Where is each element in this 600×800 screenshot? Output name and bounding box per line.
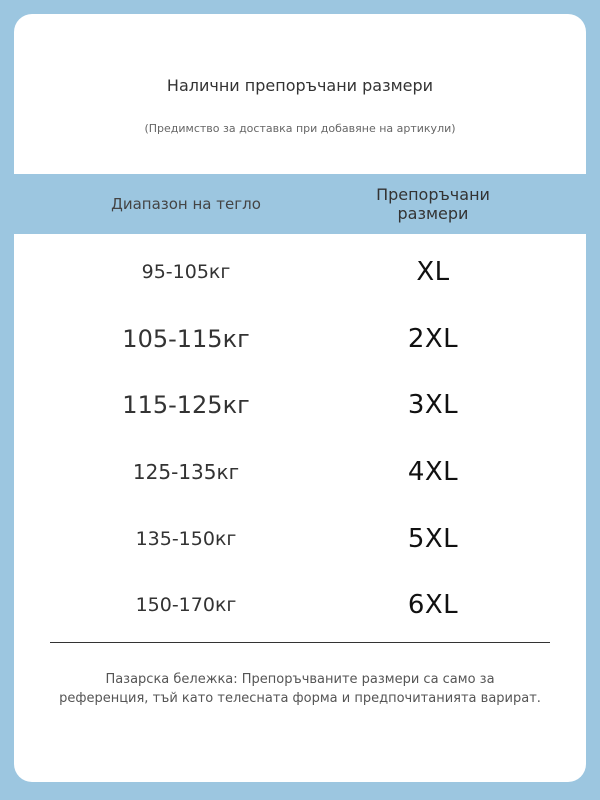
table-row — [14, 372, 586, 439]
table-header — [14, 174, 586, 234]
recommended-size: 5XL — [407, 523, 459, 554]
recommended-size: 6XL — [407, 590, 459, 621]
note-line1: Пазарска бележка: Препоръчваните размери са само за — [105, 672, 495, 687]
size-column-header — [358, 174, 508, 234]
page-subtitle: (Предимство за доставка при добавяне на артикули) — [144, 122, 456, 135]
size-chart-card — [14, 14, 586, 782]
table-row — [14, 505, 586, 572]
size-header-line2: размери — [397, 204, 469, 223]
weight-range: 105-115кг — [122, 324, 250, 353]
note-line2: референция, тъй като телесната форма и предпочитанията варират. — [59, 691, 541, 706]
size-header-line1: Препоръчани размери — [376, 185, 490, 223]
weight-range: 125-135кг — [132, 460, 240, 485]
divider — [50, 642, 550, 643]
recommended-size: 4XL — [407, 457, 459, 488]
recommended-size: XL — [416, 257, 450, 288]
table-row — [14, 239, 586, 306]
recommended-size: 3XL — [407, 390, 459, 421]
shopping-note — [44, 670, 556, 708]
weight-column-header: Диапазон на тегло — [111, 195, 261, 213]
size-table-body — [14, 239, 586, 639]
page-title: Налични препоръчани размери — [166, 76, 434, 95]
table-row — [14, 306, 586, 373]
weight-range: 135-150кг — [135, 527, 237, 550]
weight-range: 95-105кг — [141, 261, 231, 284]
table-row — [14, 439, 586, 506]
weight-range: 115-125кг — [122, 391, 250, 420]
recommended-size: 2XL — [407, 323, 459, 354]
table-row — [14, 572, 586, 639]
weight-range: 150-170кг — [135, 594, 237, 617]
